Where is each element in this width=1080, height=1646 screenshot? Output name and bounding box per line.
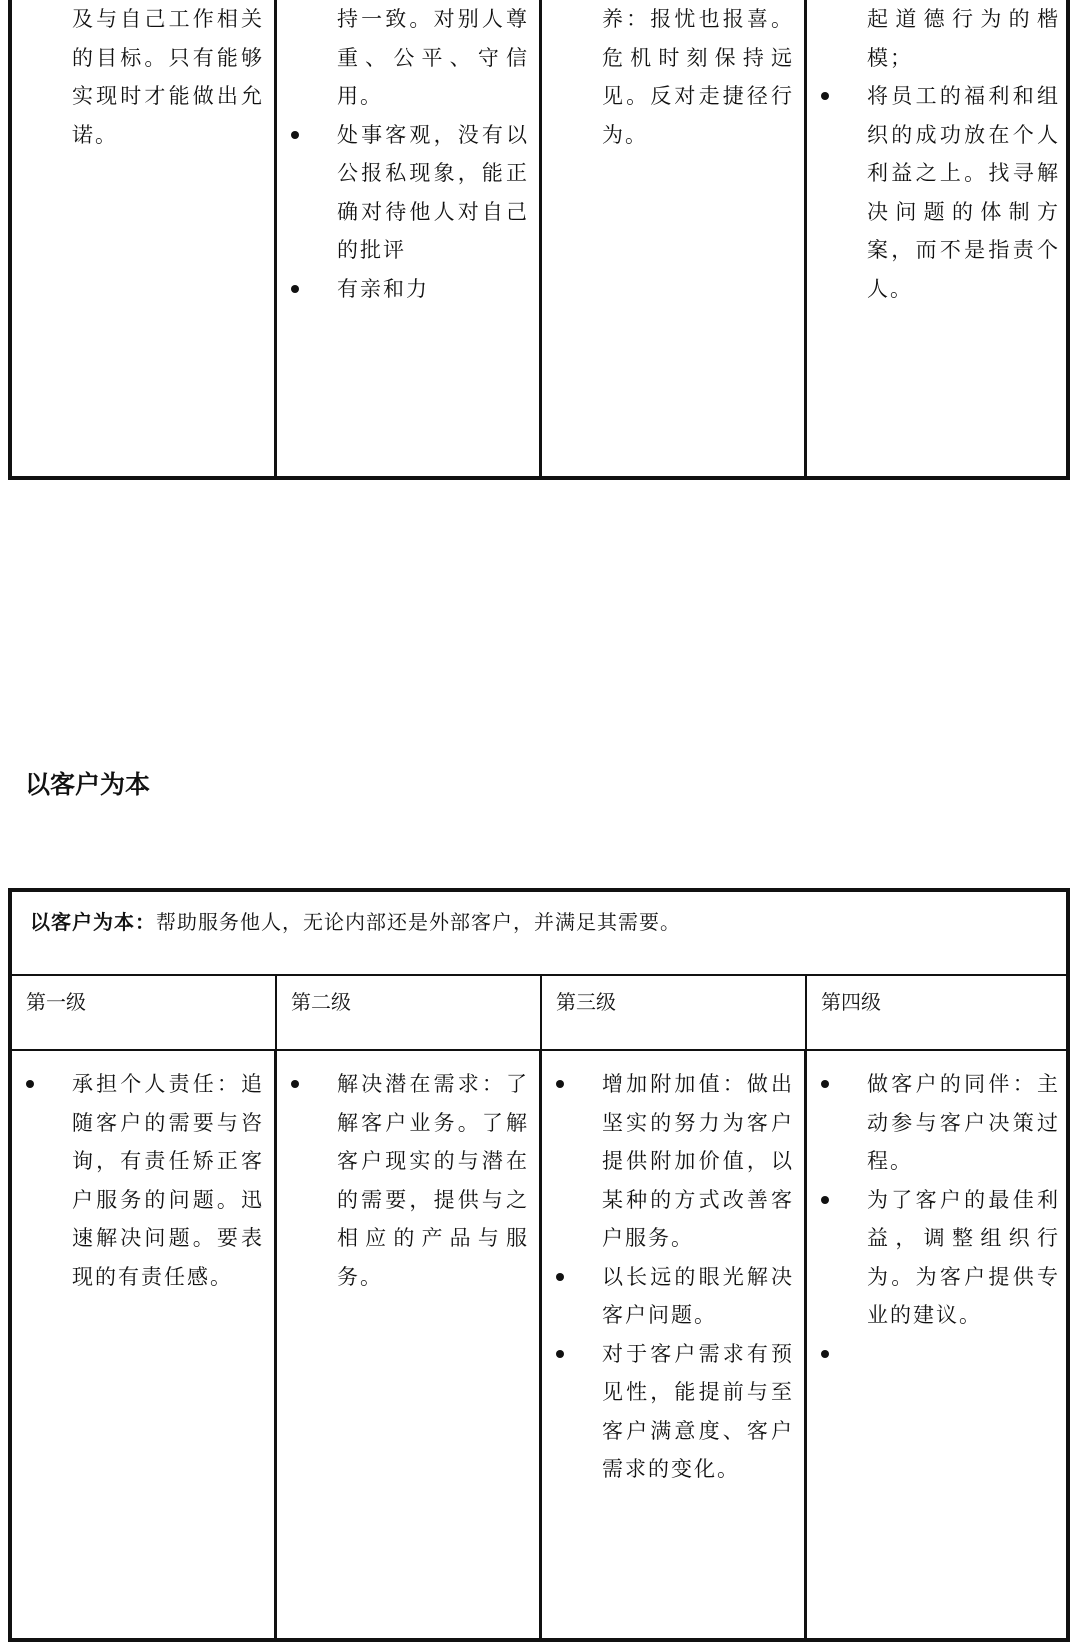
bullet-item: 承担个人责任：追随客户的需要与咨询，有责任矫正客户服务的问题。迅速解决问题。要表现的有责任感。 (12, 1065, 274, 1296)
competency-table (8, 888, 1070, 1642)
continued-text: 养：报忧也报喜。危机时刻保持远见。反对走捷径行为。 (602, 7, 794, 147)
continued-column-4 (807, 0, 1070, 476)
level-header-row (12, 976, 1066, 1051)
bullet-item: 处事客观，没有以公报私现象，能正确对待他人对自己的批评 (277, 116, 539, 270)
section-heading: 以客户为本 (25, 770, 151, 799)
continued-column-3 (542, 0, 807, 476)
empty-bullet-item (807, 1335, 1070, 1374)
continued-column-1 (12, 0, 277, 476)
continued-text: 持一致。对别人尊重、公平、守信用。 (337, 7, 529, 108)
level-header-2: 第二级 (277, 976, 542, 1049)
bullet-item: 为了客户的最佳利益，调整组织行为。为客户提供专业的建议。 (807, 1181, 1070, 1335)
continued-table (8, 0, 1070, 480)
definition-label: 以客户为本： (30, 910, 156, 934)
bullet-item: 解决潜在需求：了解客户业务。了解客户现实的与潜在的需要，提供与之相应的产品与服务。 (277, 1065, 539, 1296)
bullet-item: 增加附加值：做出坚实的努力为客户提供附加价值，以某种的方式改善客户服务。 (542, 1065, 804, 1258)
level-1-description (12, 1051, 277, 1638)
continued-text: 及与自己工作相关的目标。只有能够实现时才能做出允诺。 (72, 7, 264, 147)
bullet-item: 做客户的同伴：主动参与客户决策过程。 (807, 1065, 1070, 1181)
level-header-4: 第四级 (821, 990, 881, 1014)
level-4-description (807, 1051, 1070, 1638)
continued-text: 起道德行为的楷模； (867, 7, 1060, 70)
bullet-item: 有亲和力 (277, 270, 539, 309)
bullet-item: 以长远的眼光解决客户问题。 (542, 1258, 804, 1335)
bullet-item: 将员工的福利和组织的成功放在个人利益之上。找寻解决问题的体制方案，而不是指责个人。 (807, 77, 1070, 308)
definition (30, 906, 681, 935)
level-description-row (12, 1051, 1066, 1638)
level-3-description (542, 1051, 807, 1638)
continued-column-2 (277, 0, 542, 476)
definition-text: 帮助服务他人，无论内部还是外部客户，并满足其需要。 (156, 910, 681, 934)
level-header-3: 第三级 (542, 976, 807, 1049)
level-2-description (277, 1051, 542, 1638)
bullet-item: 对于客户需求有预见性，能提前与至客户满意度、客户需求的变化。 (542, 1335, 804, 1489)
level-header-1: 第一级 (12, 976, 277, 1049)
definition-row (12, 892, 1066, 976)
